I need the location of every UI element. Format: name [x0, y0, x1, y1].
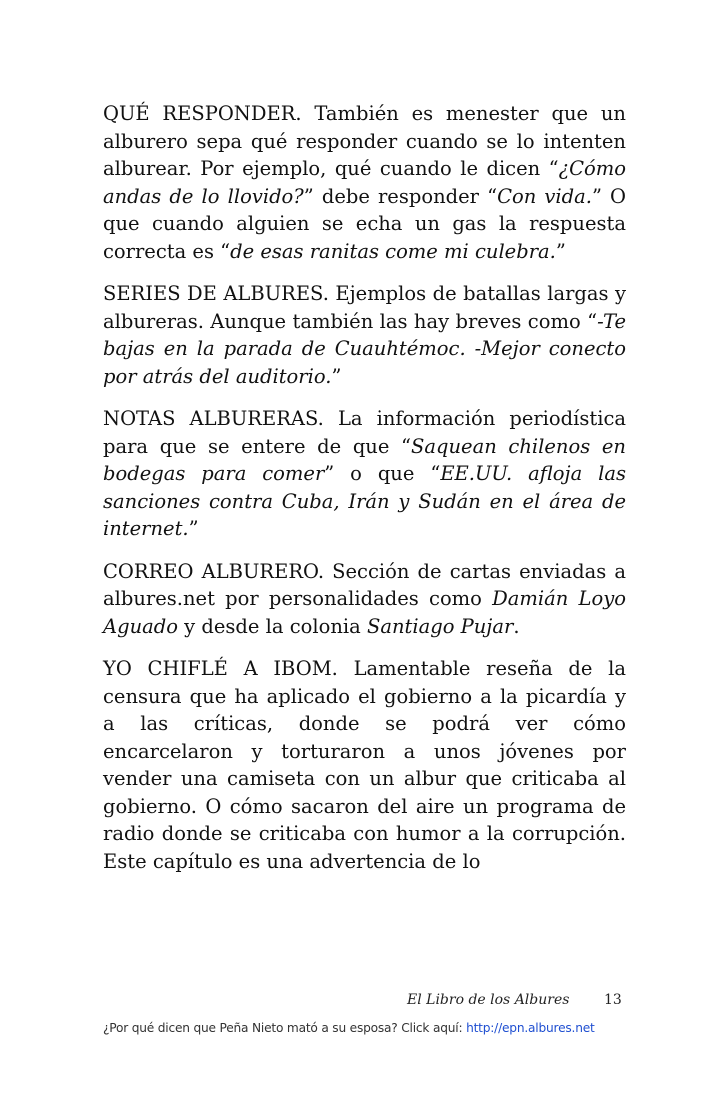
text-run: También es menester que un alburero sepa qué responder cuando se lo intenten alburear. Por ejemplo, qué cuando le dicen “ [103, 102, 626, 180]
text-run: ” [555, 239, 566, 263]
text-run-italic: EE.UU. afloja las sanciones contra Cuba, Irán y Sudán en el área de internet. [103, 462, 627, 540]
section-heading: QUÉ RESPONDER. [103, 102, 302, 125]
section-heading: YO CHIFLÉ A IBOM. [103, 657, 338, 680]
page-body [103, 100, 626, 890]
text-run: ” debe responder “ [303, 184, 498, 208]
promo-line [103, 1021, 703, 1035]
text-run-italic: ¿Cómo andas de lo llovido? [103, 157, 626, 208]
footer-book-title: El Libro de los Albures [407, 992, 570, 1008]
text-run-italic: Saquean chilenos en bodegas para comer [103, 434, 626, 485]
section-heading: NOTAS ALBURERAS. [103, 407, 324, 430]
text-run: Sección de cartas enviadas a albures.net por personalidades como [103, 559, 626, 610]
text-run-italic: Con vida. [497, 184, 592, 208]
text-run-italic: Santiago Pujar [366, 614, 514, 638]
text-run: ” O que cuando alguien se echa un gas la respuesta correcta es “ [103, 184, 627, 263]
text-run: y desde la colonia [177, 614, 367, 638]
paragraph-notas-albureras [103, 405, 626, 543]
text-run: Ejemplos de batallas largas y albureras. Aunque también las hay breves como “ [103, 282, 626, 333]
text-run: ” [331, 364, 342, 388]
paragraph-correo-alburero [103, 558, 626, 641]
text-run-italic: Damián Loyo Aguado [103, 587, 626, 638]
text-run: ” [188, 517, 199, 540]
text-run: . [513, 614, 520, 638]
footer-page-number: 13 [604, 992, 622, 1008]
paragraph-series-de-albures [103, 280, 626, 390]
text-run-italic: -Te bajas en la parada de Cuauhtémoc. -Mejor conecto por atrás del auditorio. [103, 309, 626, 388]
text-run-italic: de esas ranitas come mi culebra. [230, 239, 556, 263]
section-heading: SERIES DE ALBURES. [103, 282, 329, 305]
promo-text: ¿Por qué dicen que Peña Nieto mató a su esposa? Click aquí: [103, 1021, 467, 1035]
text-run: ” o que “ [324, 462, 441, 485]
section-heading: CORREO ALBURERO. [103, 559, 325, 583]
text-run: Lamentable reseña de la censura que ha aplicado el gobierno a la picardía y a las críticas, donde se podrá ver cómo encarcelaron y torturaron a unos jóvenes por vender una camiseta con un albur que criticaba al gobierno. O cómo sacaron del aire un programa de radio donde se criticaba con humor a la corrupción. Este capítulo es una advertencia de lo [103, 657, 626, 873]
text-run: La información periodística para que se entere de que “ [103, 407, 627, 458]
promo-link[interactable]: http://epn.albures.net [466, 1021, 595, 1035]
paragraph-que-responder [103, 100, 626, 265]
paragraph-yo-chifle-a-ibom [103, 655, 626, 875]
